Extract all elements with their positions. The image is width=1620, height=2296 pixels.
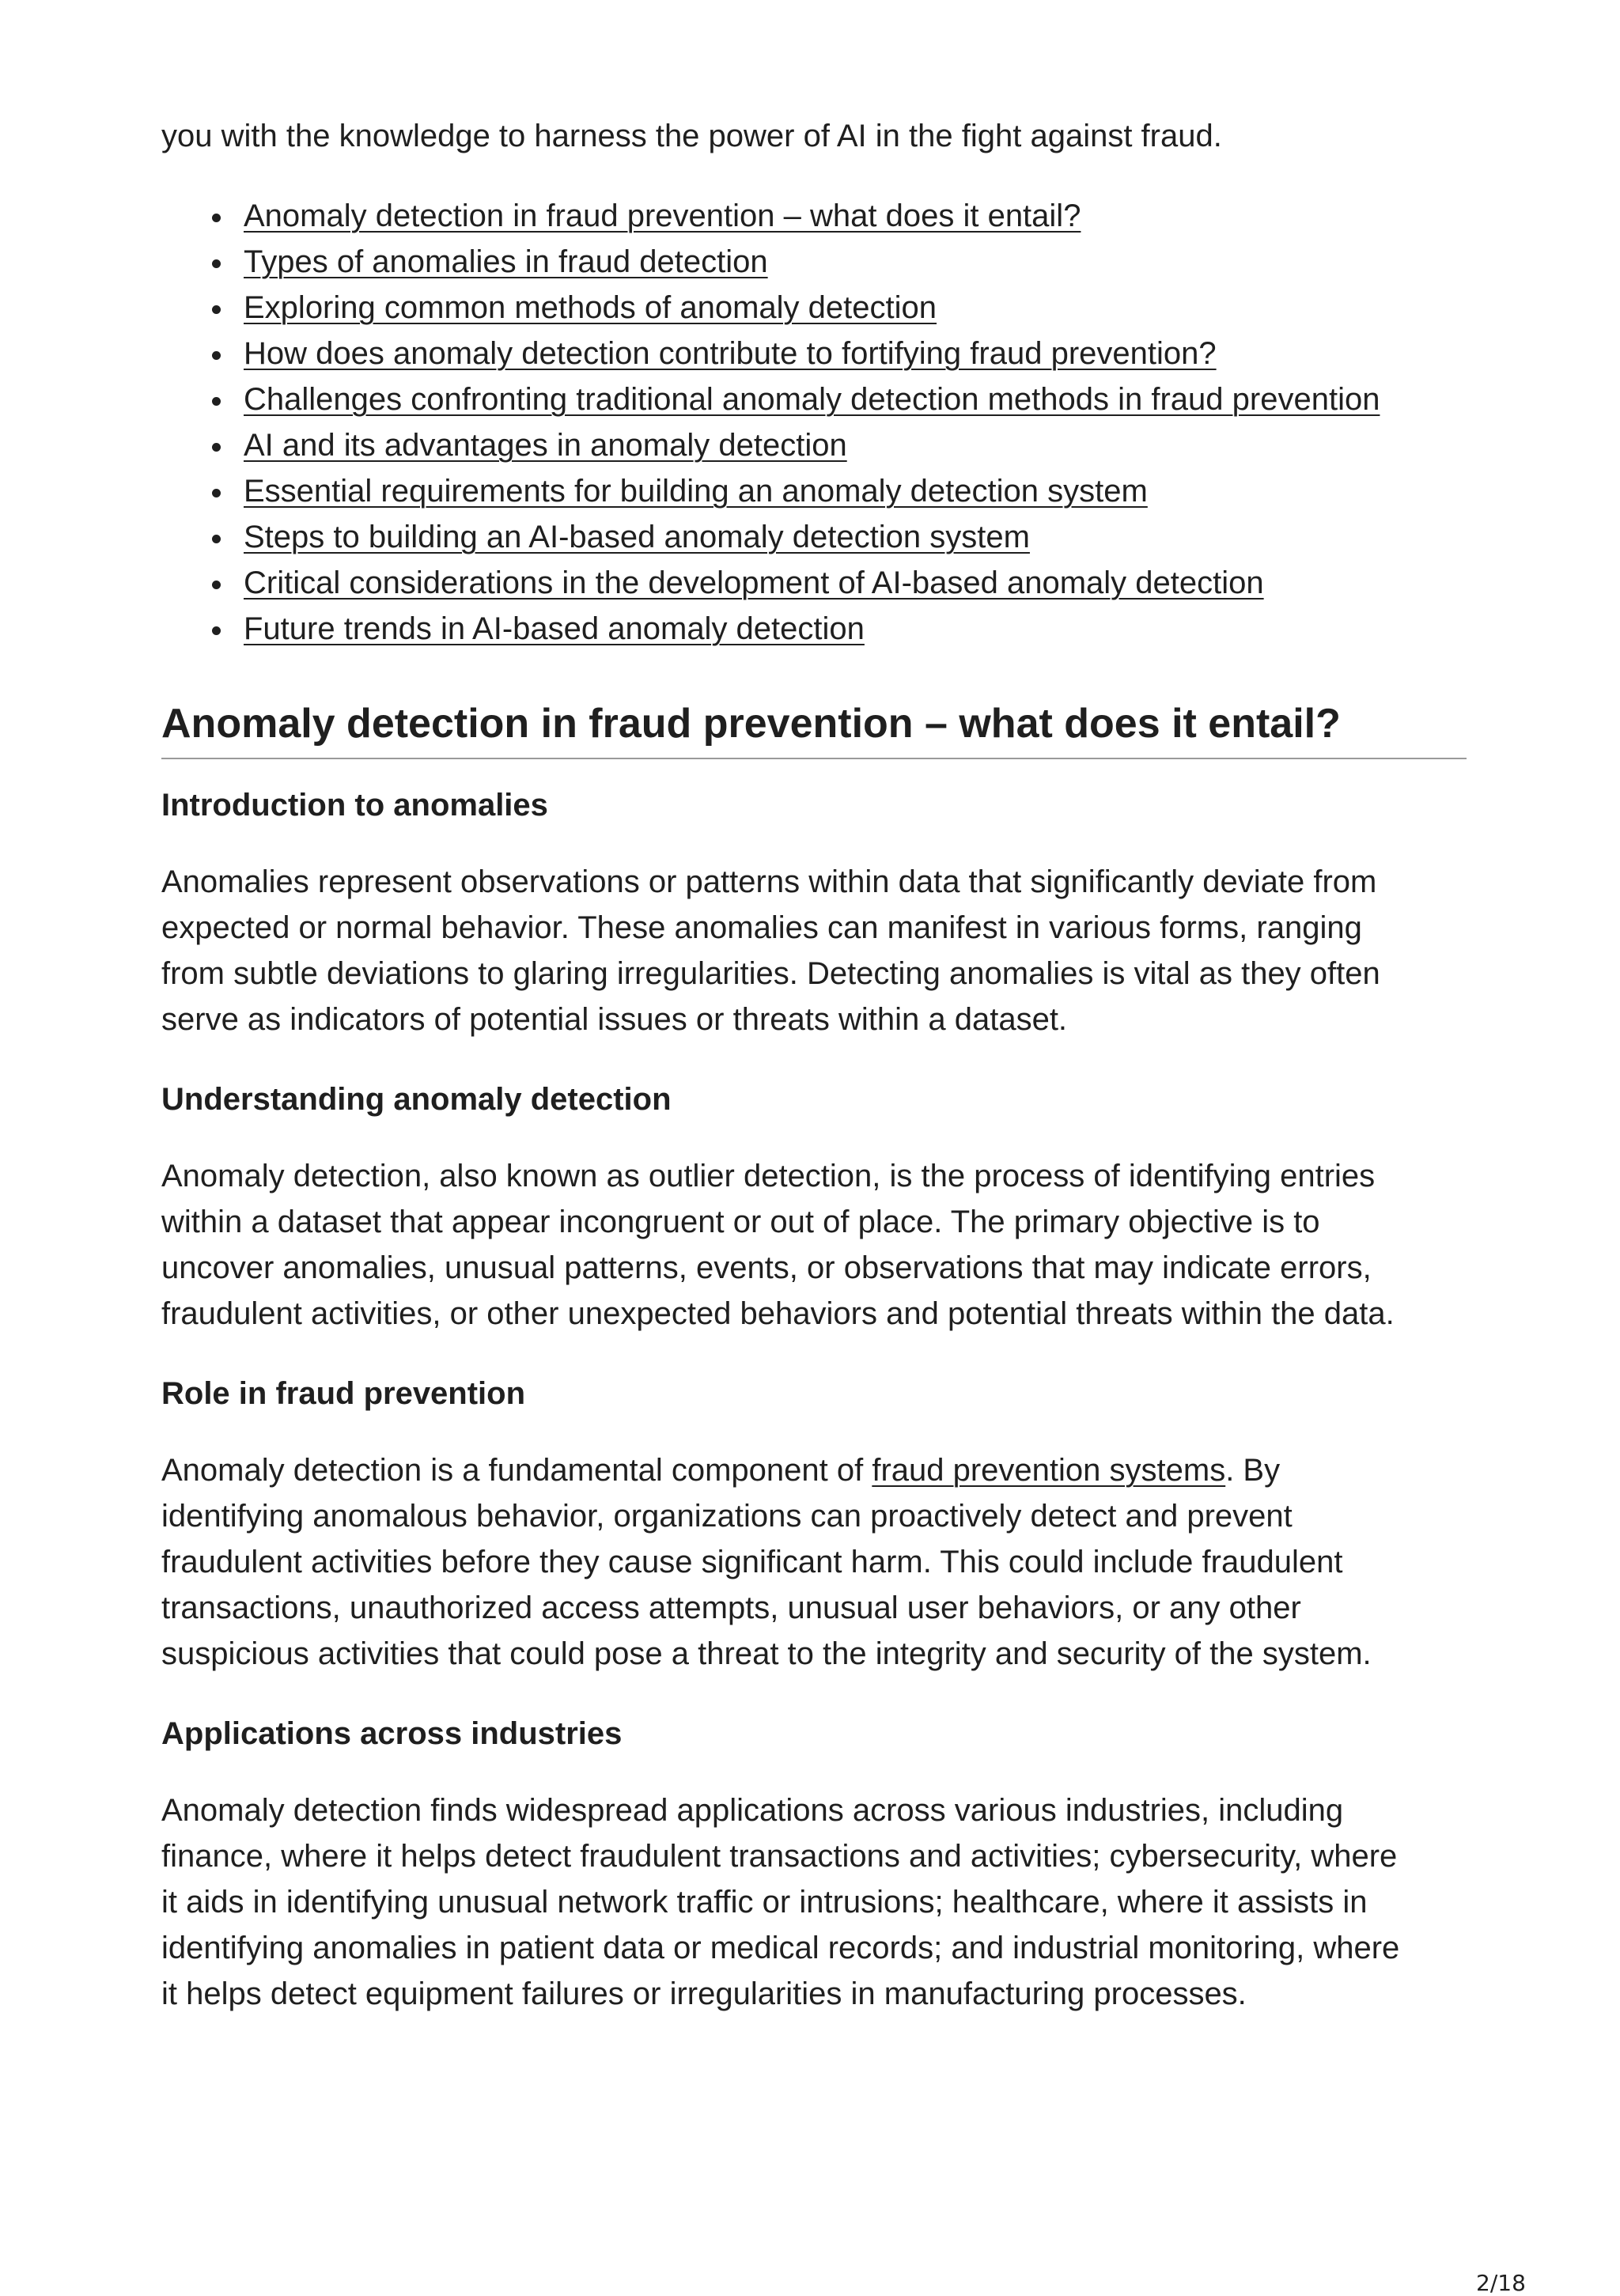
table-of-contents: [161, 193, 1380, 652]
toc-item: [244, 560, 1380, 606]
paragraph-introduction: [161, 859, 1490, 1042]
paragraph-line: identifying anomalous behavior, organizations can proactively detect and prevent: [161, 1499, 1293, 1534]
toc-link-essential-requirements[interactable]: Essential requirements for building an anomaly detection system: [244, 474, 1148, 509]
toc-link-ai-advantages[interactable]: AI and its advantages in anomaly detection: [244, 428, 847, 463]
toc-link-steps-to-building[interactable]: Steps to building an AI-based anomaly detection system: [244, 520, 1030, 554]
toc-item: [244, 331, 1380, 376]
paragraph-role: [161, 1447, 1490, 1677]
toc-link-anomaly-detection[interactable]: Anomaly detection in fraud prevention – what does it entail?: [244, 199, 1081, 233]
paragraph-understanding: [161, 1153, 1490, 1337]
toc-item: [244, 422, 1380, 468]
paragraph-line: finance, where it helps detect fraudulent transactions and activities; cybersecurity, where: [161, 1839, 1398, 1874]
paragraph-line: within a dataset that appear incongruent or out of place. The primary objective is to: [161, 1205, 1320, 1239]
subsection-heading-role: Role in fraud prevention: [161, 1376, 526, 1411]
paragraph-line: serve as indicators of potential issues or threats within a dataset.: [161, 1002, 1068, 1037]
paragraph-line: suspicious activities that could pose a threat to the integrity and security of the system.: [161, 1636, 1372, 1671]
link-prefix-text: Anomaly detection is a fundamental component of: [161, 1453, 872, 1488]
paragraph-line: [161, 1447, 1490, 1493]
link-suffix-text: . By: [1225, 1453, 1281, 1488]
toc-item: [244, 606, 1380, 652]
toc-item: [244, 193, 1380, 239]
subsection-heading-understanding: Understanding anomaly detection: [161, 1082, 672, 1117]
toc-link-critical-considerations[interactable]: Critical considerations in the development of AI-based anomaly detection: [244, 565, 1264, 600]
page-number: 2/18: [1476, 2270, 1526, 2296]
paragraph-line: it aids in identifying unusual network traffic or intrusions; healthcare, where it assists in: [161, 1885, 1368, 1920]
toc-item: [244, 514, 1380, 560]
section-heading: Anomaly detection in fraud prevention – what does it entail?: [161, 699, 1467, 759]
paragraph-line: expected or normal behavior. These anomalies can manifest in various forms, ranging: [161, 910, 1362, 945]
toc-item: [244, 239, 1380, 285]
toc-item: [244, 468, 1380, 514]
toc-item: [244, 285, 1380, 331]
subsection-heading-introduction: Introduction to anomalies: [161, 788, 548, 823]
paragraph-line: fraudulent activities, or other unexpected behaviors and potential threats within the data.: [161, 1296, 1395, 1331]
fraud-prevention-systems-link[interactable]: fraud prevention systems: [872, 1453, 1226, 1488]
intro-paragraph: you with the knowledge to harness the power of AI in the fight against fraud.: [161, 119, 1222, 153]
paragraph-line: from subtle deviations to glaring irregularities. Detecting anomalies is vital as they often: [161, 956, 1380, 991]
paragraph-line: Anomaly detection, also known as outlier detection, is the process of identifying entries: [161, 1159, 1376, 1193]
toc-link-future-trends[interactable]: Future trends in AI-based anomaly detection: [244, 611, 865, 646]
subsection-heading-applications: Applications across industries: [161, 1716, 623, 1751]
toc-item: [244, 376, 1380, 422]
paragraph-line: identifying anomalies in patient data or medical records; and industrial monitoring, where: [161, 1931, 1400, 1965]
paragraph-line: transactions, unauthorized access attempts, unusual user behaviors, or any other: [161, 1591, 1301, 1625]
paragraph-line: Anomalies represent observations or patterns within data that significantly deviate from: [161, 864, 1377, 899]
paragraph-line: fraudulent activities before they cause significant harm. This could include fraudulent: [161, 1545, 1343, 1579]
paragraph-line: Anomaly detection finds widespread applications across various industries, including: [161, 1793, 1344, 1828]
toc-link-types-of-anomalies[interactable]: Types of anomalies in fraud detection: [244, 244, 768, 279]
paragraph-applications: [161, 1787, 1490, 2017]
toc-link-challenges[interactable]: Challenges confronting traditional anomaly detection methods in fraud prevention: [244, 382, 1380, 417]
toc-link-fortifying-fraud-prevention[interactable]: How does anomaly detection contribute to fortifying fraud prevention?: [244, 336, 1217, 371]
toc-link-common-methods[interactable]: Exploring common methods of anomaly detection: [244, 290, 937, 325]
paragraph-line: uncover anomalies, unusual patterns, events, or observations that may indicate errors,: [161, 1250, 1372, 1285]
paragraph-line: it helps detect equipment failures or irregularities in manufacturing processes.: [161, 1976, 1247, 2011]
